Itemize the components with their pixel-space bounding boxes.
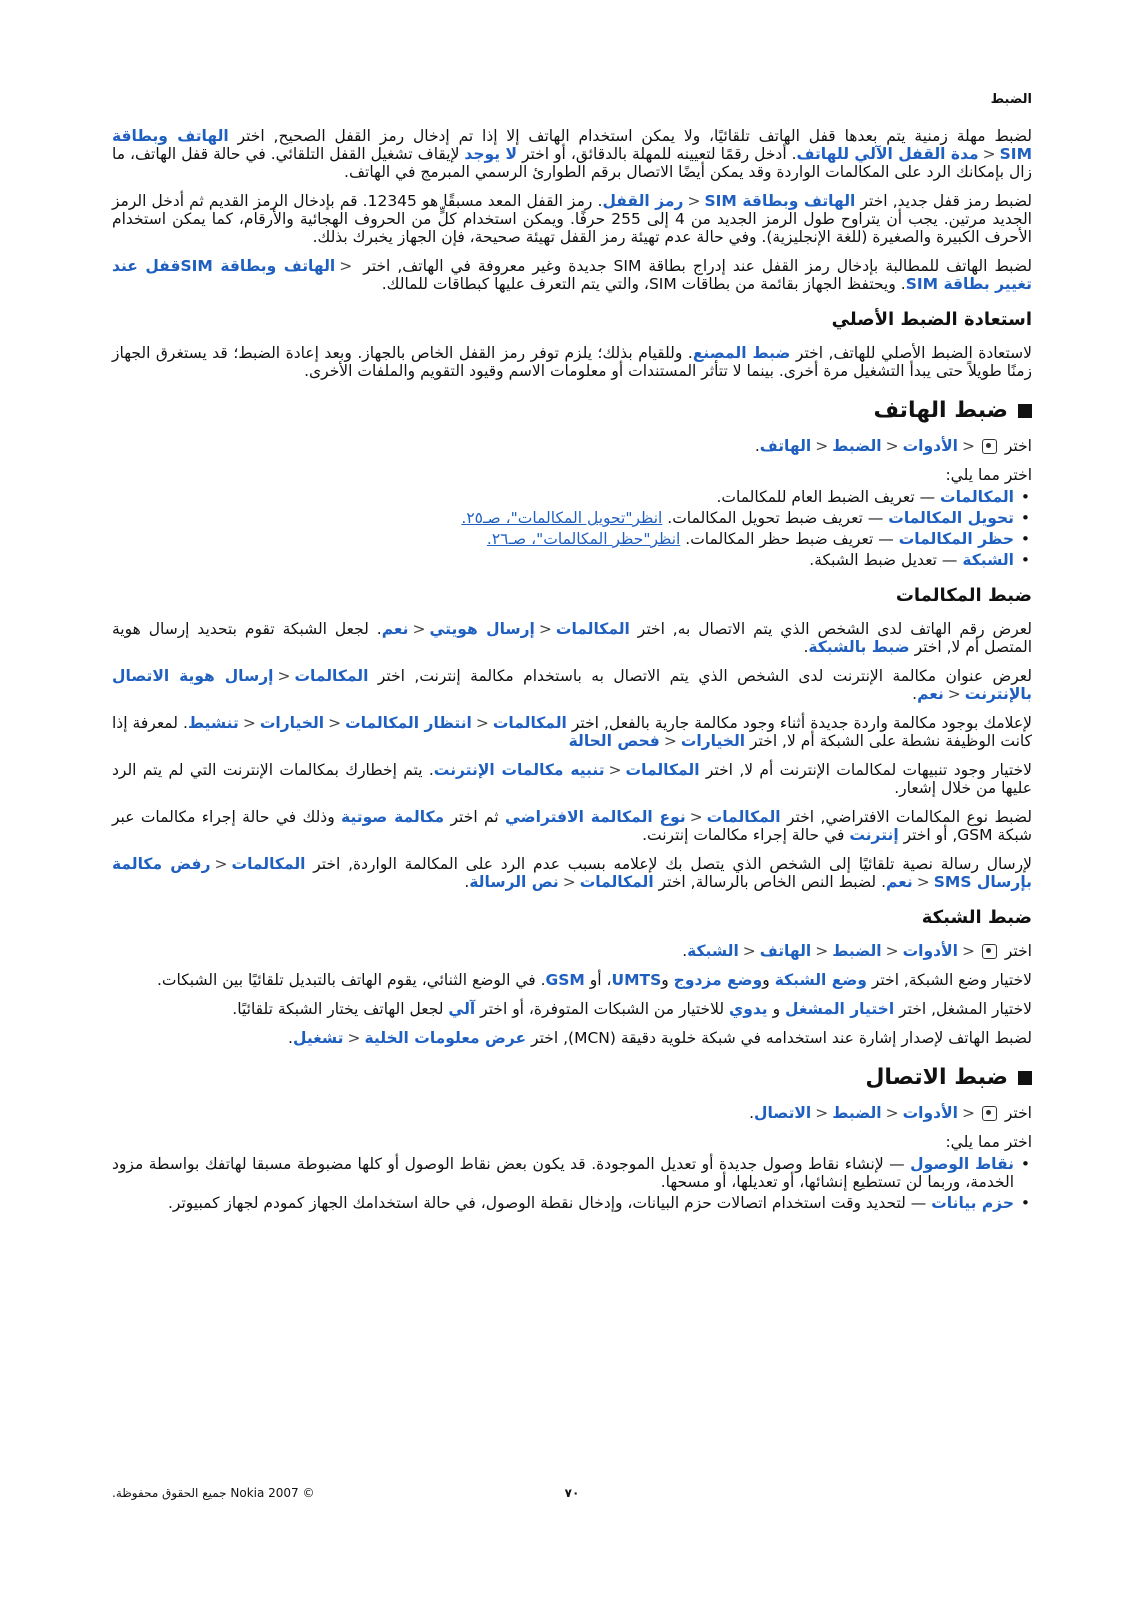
connection-menu-path: اختر <الأدوات<الضبط<الاتصال. [749, 1104, 1032, 1122]
menu-path-lock-code[interactable]: رمز القفل [602, 192, 684, 210]
network-paragraph: لضبط الهاتف لإصدار إشارة عند استخدامه في شبكة خلوية دقيقة (MCN), اختر عرض معلومات الخلية<تشغيل. [288, 1029, 1032, 1047]
menu-path-autolock[interactable]: مدة القفل الآلي للهاتف [796, 145, 979, 163]
cross-ref-link[interactable]: انظر"حظر المكالمات"، صـ٢٦. [486, 530, 681, 548]
menu-path-none[interactable]: لا يوجد [464, 145, 518, 163]
menu-path-factory-reset[interactable]: ضبط المصنع [692, 344, 791, 362]
call-settings-heading: ضبط المكالمات [895, 585, 1032, 606]
sim-change-paragraph: لضبط الهاتف للمطالبة بإدخال رمز القفل عند إدراج بطاقة SIM جديدة وغير معروفة في الهاتف, اختر <الهاتف وبطاقة SIMقفل عند تغيير بطاقة SIM. ويحتفظ الجهاز بقائمة من بطاقات SIM، والتي يتم التعرف عليها كبطاقات للمالك. [112, 257, 1033, 293]
menu-path-phone-sim[interactable]: الهاتف وبطاقة SIM [704, 192, 856, 210]
list-item: • نقاط الوصول — لإنشاء نقاط وصول جديدة أو تعديل الموجودة. قد يكون بعض نقاط الوصول أو كلها مضبوطة مسبقا لهاتفك بواسطة مزود الخدمة، وربما لن تستطيع إنشائها، أو تعديلها، أو مسحها. [112, 1155, 1014, 1191]
list-item: • حزم بيانات — لتحديد وقت استخدام اتصالات حزم البيانات، وإدخال نقطة الوصول، في حالة استخدامك الجهاز كمودم لجهاز كمبيوتر. [112, 1194, 1014, 1212]
phone-settings-list [112, 488, 1032, 569]
list-item: • حظر المكالمات — تعريف ضبط حظر المكالمات. انظر"حظر المكالمات"، صـ٢٦. [112, 530, 1014, 548]
list-item: • تحويل المكالمات — تعريف ضبط تحويل المكالمات. انظر"تحويل المكالمات"، صـ٢٥. [112, 509, 1014, 527]
cross-ref-link[interactable]: انظر"تحويل المكالمات"، صـ٢٥. [461, 509, 663, 527]
connection-settings-heading: ضبط الاتصال [112, 1065, 1032, 1090]
list-item: • المكالمات — تعريف الضبط العام للمكالمات. [112, 488, 1014, 506]
phone-menu-path: اختر <الأدوات<الضبط<الهاتف. [754, 437, 1032, 455]
square-bullet-icon [1018, 404, 1032, 418]
page-number: ٧٠ [564, 1486, 580, 1500]
network-menu-path: اختر <الأدوات<الضبط<الهاتف<الشبكة. [682, 942, 1032, 960]
menu-path-phone-sim[interactable]: الهاتف وبطاقة SIM [112, 127, 1032, 163]
restore-paragraph: لاستعادة الضبط الأصلي للهاتف, اختر ضبط المصنع. وللقيام بذلك؛ يلزم توفر رمز القفل الخاص بالجهاز. وبعد إعادة الضبط؛ قد يستغرق الجهاز زمنًا طويلاً حتى يبدأ التشغيل مرة أخرى. بينما لا تتأثر المستندات أو معلومات الاسم وقيود التقويم والملفات الأخرى. [112, 344, 1032, 380]
running-header: الضبط [990, 92, 1032, 107]
call-paragraph: لعرض عنوان مكالمة الإنترنت لدى الشخص الذي يتم الاتصال به باستخدام مكالمة إنترنت, اختر المكالمات<إرسال هوية الاتصال بالإنترنت<نعم. [112, 667, 1032, 703]
menu-key-icon [982, 1106, 997, 1121]
list-item: • الشبكة — تعديل ضبط الشبكة. [112, 551, 1014, 569]
menu-key-icon [982, 439, 997, 454]
call-paragraph: لعرض رقم الهاتف لدى الشخص الذي يتم الاتصال به, اختر المكالمات<إرسال هويتي<نعم. لجعل الشبكة تقوم بتحديد إرسال هوية المتصل أم لا, اختر ضبط بالشبكة. [112, 620, 1032, 656]
page-body [112, 92, 1032, 1223]
lock-timeout-paragraph: لضبط مهلة زمنية يتم بعدها قفل الهاتف تلقائيًا، ولا يمكن استخدام الهاتف إلا إذا تم إدخال رمز القفل الصحيح, اختر الهاتف وبطاقة SIM<مدة القفل الآلي للهاتف. أدخل رقمًا لتعيينه للمهلة بالدقائق، أو اختر لا يوجد لإيقاف تشغيل القفل التلقائي. في حالة قفل الهاتف، ما زال بإمكانك الرد على المكالمات الواردة وقد يمكن أيضًا الاتصال برقم الطوارئ الرسمي المبرمج في الهاتف. [112, 127, 1032, 181]
network-paragraph: لاختيار المشغل, اختر اختيار المشغل و يدوي للاختيار من الشبكات المتوفرة، أو اختر آلي لجعل الهاتف يختار الشبكة تلقائيًا. [232, 1000, 1032, 1018]
call-paragraph: لضبط نوع المكالمات الافتراضي, اختر المكالمات<نوع المكالمة الافتراضي ثم اختر مكالمة صوتية وذلك في حالة إجراء مكالمات عبر شبكة GSM, أو اختر إنترنت في حالة إجراء مكالمات إنترنت. [112, 808, 1032, 844]
menu-path-lock-sim-change[interactable]: قفل عند تغيير بطاقة SIM [112, 257, 1032, 293]
network-paragraph: لاختيار وضع الشبكة, اختر وضع الشبكة ووضع مزدوج وUMTS، أو GSM. في الوضع الثنائي، يقوم الهاتف بالتبديل تلقائيًا بين الشبكات. [156, 971, 1032, 989]
menu-key-icon [982, 944, 997, 959]
square-bullet-icon [1018, 1071, 1032, 1085]
call-paragraph: لإرسال رسالة نصية تلقائيًا إلى الشخص الذي يتصل بك لإعلامه بسبب عدم الرد على المكالمة الواردة, اختر المكالمات<رفض مكالمة بإرسال SMS<نعم. لضبط النص الخاص بالرسالة, اختر المكالمات<نص الرسالة. [112, 855, 1032, 891]
network-settings-heading: ضبط الشبكة [921, 907, 1032, 928]
call-paragraph: لإعلامك بوجود مكالمة واردة جديدة أثناء وجود مكالمة جارية بالفعل, اختر المكالمات<انتظار المكالمات<الخيارات<تنشيط. لمعرفة إذا كانت الوظيفة نشطة على الشبكة أم لا, اختر الخيارات<فحص الحالة [112, 714, 1032, 750]
restore-heading: استعادة الضبط الأصلي [831, 309, 1032, 330]
phone-settings-heading: ضبط الهاتف [112, 398, 1032, 423]
menu-path-phone-sim[interactable]: الهاتف وبطاقة SIM [180, 257, 336, 275]
copyright: © Nokia 2007 جميع الحقوق محفوظة. [112, 1486, 315, 1500]
connection-settings-list [112, 1155, 1032, 1212]
call-paragraph: لاختيار وجود تنبيهات لمكالمات الإنترنت أم لا, اختر المكالمات<تنبيه مكالمات الإنترنت. يتم إخطارك بمكالمات الإنترنت التي لم يتم الرد عليها من خلال إشعار. [112, 761, 1032, 797]
choose-label: اختر مما يلي: [945, 1133, 1032, 1151]
choose-label: اختر مما يلي: [945, 466, 1032, 484]
lock-code-paragraph: لضبط رمز قفل جديد, اختر الهاتف وبطاقة SIM<رمز القفل. رمز القفل المعد مسبقًا هو 12345. قم بإدخال الرمز القديم ثم أدخل الرمز الجديد مرتين. يجب أن يتراوح طول الرمز الجديد من 4 إلى 255 حرفًا. ويمكن استخدام كلٍّ من الحروف الهجائية والأرقام، كما يمكن استخدام الأحرف الكبيرة والصغيرة (للغة الإنجليزية). وفي حالة عدم تهيئة رمز القفل تهيئة صحيحة، فإن الجهاز يخبرك بذلك. [112, 192, 1033, 246]
